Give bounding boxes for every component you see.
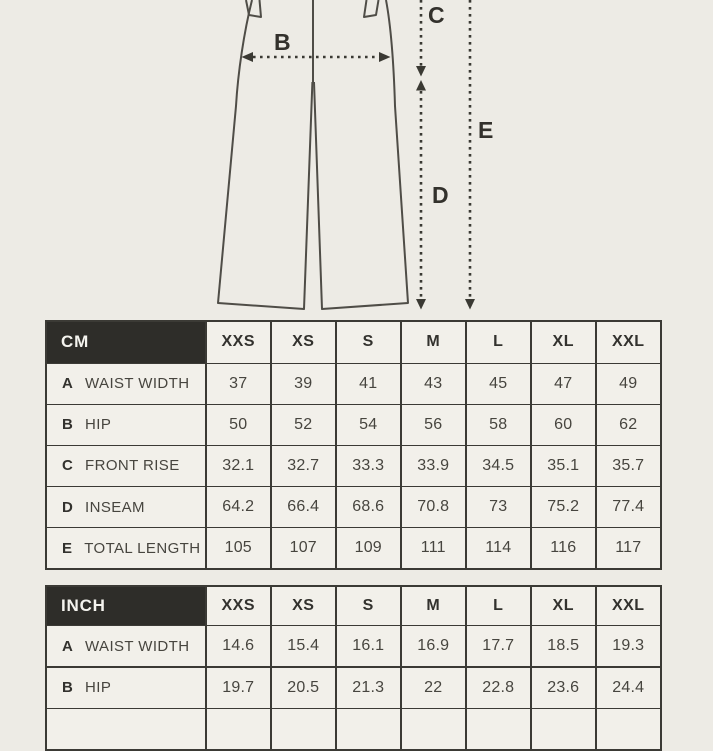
measurement-letter: C <box>62 457 74 475</box>
measurement-value-cell <box>337 709 401 749</box>
measurement-value-cell: 77.4 <box>597 487 661 527</box>
measurement-name: HIP <box>85 416 112 434</box>
measurement-value-cell: 43 <box>402 364 466 404</box>
measurement-name: FRONT RISE <box>85 457 180 475</box>
measurement-value-cell: 15.4 <box>272 626 336 666</box>
total-length-arrow <box>465 0 475 310</box>
pants-right-leg <box>314 0 408 309</box>
measurement-value-cell: 21.3 <box>337 668 401 708</box>
hip-width-label: B <box>274 29 291 55</box>
measurement-value-cell: 56 <box>402 405 466 445</box>
inch-size-table <box>45 585 662 751</box>
measurement-label-cell <box>47 528 205 568</box>
pants-left-leg <box>218 0 312 309</box>
size-header-cell: XL <box>532 587 596 625</box>
measurement-value-cell: 24.4 <box>597 668 661 708</box>
measurement-value-cell: 114 <box>467 528 531 568</box>
size-header-cell: XXL <box>597 322 661 363</box>
size-header-cell: XXS <box>207 587 271 625</box>
measurement-value-cell: 47 <box>532 364 596 404</box>
size-header-cell: XXS <box>207 322 271 363</box>
pants-outline <box>218 0 408 309</box>
arrowhead-down-icon <box>416 66 426 77</box>
measurement-name: WAIST WIDTH <box>85 637 190 655</box>
arrowhead-left-icon <box>242 52 254 62</box>
measurement-value-cell: 75.2 <box>532 487 596 527</box>
measurement-value-cell: 58 <box>467 405 531 445</box>
unit-header-cell: CM <box>47 322 205 363</box>
measurement-value-cell: 23.6 <box>532 668 596 708</box>
arrowhead-down-icon <box>416 299 426 310</box>
measurement-value-cell: 70.8 <box>402 487 466 527</box>
measurement-value-cell: 20.5 <box>272 668 336 708</box>
measurement-value-cell: 109 <box>337 528 401 568</box>
size-header-cell: M <box>402 587 466 625</box>
measurement-value-cell: 17.7 <box>467 626 531 666</box>
size-header-cell: S <box>337 587 401 625</box>
measurement-value-cell: 117 <box>597 528 661 568</box>
measurement-value-cell: 32.1 <box>207 446 271 486</box>
measurement-label-cell <box>47 709 205 749</box>
measurement-letter: B <box>62 416 74 434</box>
measurement-value-cell: 68.6 <box>337 487 401 527</box>
size-header-cell: XS <box>272 587 336 625</box>
front-rise-label: C <box>428 2 445 28</box>
measurement-value-cell: 18.5 <box>532 626 596 666</box>
size-header-cell: XS <box>272 322 336 363</box>
arrowhead-right-icon <box>379 52 391 62</box>
measurement-value-cell: 22 <box>402 668 466 708</box>
measurement-name: INSEAM <box>85 498 145 516</box>
measurement-label-cell <box>47 405 205 445</box>
measurement-value-cell <box>402 709 466 749</box>
measurement-value-cell: 45 <box>467 364 531 404</box>
measurement-value-cell <box>207 709 271 749</box>
measurement-value-cell: 54 <box>337 405 401 445</box>
measurement-value-cell: 107 <box>272 528 336 568</box>
total-length-label: E <box>478 117 494 143</box>
measurement-value-cell: 116 <box>532 528 596 568</box>
measurement-label-cell <box>47 626 205 666</box>
measurement-value-cell: 62 <box>597 405 661 445</box>
cm-size-table <box>45 320 662 570</box>
measurement-value-cell: 49 <box>597 364 661 404</box>
measurement-value-cell: 34.5 <box>467 446 531 486</box>
measurement-letter: A <box>62 375 74 393</box>
arrowhead-down-icon <box>465 299 475 310</box>
front-rise-arrow <box>416 0 426 77</box>
measurement-value-cell: 37 <box>207 364 271 404</box>
measurement-value-cell: 64.2 <box>207 487 271 527</box>
measurement-label-cell <box>47 446 205 486</box>
measurement-value-cell: 41 <box>337 364 401 404</box>
measurement-label-cell <box>47 487 205 527</box>
measurement-label-cell <box>47 668 205 708</box>
measurement-value-cell: 66.4 <box>272 487 336 527</box>
measurement-letter: A <box>62 637 74 655</box>
arrowhead-up-icon <box>416 80 426 91</box>
measurement-value-cell: 35.7 <box>597 446 661 486</box>
measurement-letter: E <box>62 539 73 557</box>
measurement-value-cell: 22.8 <box>467 668 531 708</box>
measurement-value-cell: 39 <box>272 364 336 404</box>
measurement-value-cell: 73 <box>467 487 531 527</box>
measurement-value-cell: 14.6 <box>207 626 271 666</box>
hip-width-arrow <box>242 52 391 62</box>
right-belt-loop-icon <box>364 0 379 17</box>
measurement-value-cell: 52 <box>272 405 336 445</box>
measurement-value-cell: 111 <box>402 528 466 568</box>
measurement-value-cell: 19.7 <box>207 668 271 708</box>
pants-measurement-diagram <box>0 0 713 320</box>
measurement-value-cell: 16.9 <box>402 626 466 666</box>
measurement-name: TOTAL LENGTH <box>84 539 201 557</box>
measurement-value-cell <box>597 709 661 749</box>
size-header-cell: L <box>467 322 531 363</box>
measurement-label-cell <box>47 364 205 404</box>
measurement-value-cell: 35.1 <box>532 446 596 486</box>
size-header-cell: M <box>402 322 466 363</box>
measurement-value-cell: 16.1 <box>337 626 401 666</box>
inseam-arrow <box>416 80 426 310</box>
measurement-letter: B <box>62 679 74 696</box>
measurement-value-cell <box>272 709 336 749</box>
measurement-name: HIP <box>85 679 112 696</box>
size-header-cell: XXL <box>597 587 661 625</box>
measurement-value-cell <box>467 709 531 749</box>
measurement-value-cell: 33.3 <box>337 446 401 486</box>
measurement-value-cell: 33.9 <box>402 446 466 486</box>
left-belt-loop-icon <box>246 0 261 17</box>
measurement-letter: D <box>62 498 74 516</box>
size-header-cell: L <box>467 587 531 625</box>
unit-header-cell: INCH <box>47 587 205 625</box>
size-header-cell: S <box>337 322 401 363</box>
measurement-value-cell: 19.3 <box>597 626 661 666</box>
size-header-cell: XL <box>532 322 596 363</box>
inseam-label: D <box>432 182 449 208</box>
measurement-value-cell: 105 <box>207 528 271 568</box>
measurement-name: WAIST WIDTH <box>85 375 190 393</box>
measurement-value-cell: 32.7 <box>272 446 336 486</box>
measurement-value-cell <box>532 709 596 749</box>
measurement-value-cell: 50 <box>207 405 271 445</box>
measurement-value-cell: 60 <box>532 405 596 445</box>
